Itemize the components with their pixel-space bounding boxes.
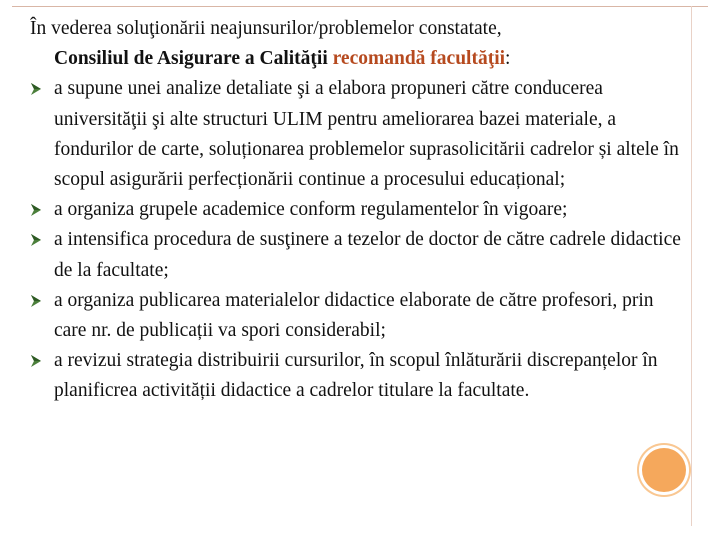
arrow-bullet-icon <box>30 203 42 217</box>
recommendation-item <box>30 74 690 195</box>
right-frame-line <box>691 6 692 526</box>
arrow-bullet-icon <box>30 294 42 308</box>
recommendation-item <box>30 286 690 346</box>
recommendation-text: a revizui strategia distribuirii cursurilor, în scopul înlăturării discrepanțelor în planificrea activității didactice a cadrelor titulare la facultate. <box>54 350 658 402</box>
council-name: Consiliul de Asigurare a Calităţii <box>54 48 333 70</box>
recommendation-item <box>30 225 690 285</box>
recommendation-text: a organiza grupele academice conform regulamentelor în vigoare; <box>54 199 568 221</box>
intro-line-2 <box>30 48 510 69</box>
recommendation-text: a supune unei analize detaliate şi a elabora propuneri către conducerea universităţii şi alte structuri ULIM pentru ameliorarea bazei materiale, a fondurilor de carte, soluționarea problemelor suprasolicitării cadrelor și altele în scopul asigurării perfecționării continue a procesului educațional; <box>54 78 679 191</box>
slide-content <box>30 14 690 407</box>
recommendation-text: a intensifica procedura de susţinere a tezelor de doctor de către cadrele didactice de la facultate; <box>54 229 681 281</box>
recommendation-item <box>30 346 690 406</box>
arrow-bullet-icon <box>30 82 42 96</box>
decorative-circle <box>642 448 686 492</box>
arrow-bullet-icon <box>30 233 42 247</box>
recommendation-list <box>30 74 690 406</box>
intro-paragraph <box>30 14 690 74</box>
top-rule <box>12 6 708 7</box>
recommendation-text: a organiza publicarea materialelor didactice elaborate de către profesori, prin care nr. de publicații va spori considerabil; <box>54 289 654 342</box>
recommendation-item <box>30 195 690 225</box>
intro-colon: : <box>505 48 511 70</box>
intro-line-1: În vederea soluţionării neajunsurilor/problemelor constatate, <box>30 18 502 39</box>
arrow-bullet-icon <box>30 354 42 368</box>
recommends-phrase: recomandă facultăţii <box>332 48 506 70</box>
